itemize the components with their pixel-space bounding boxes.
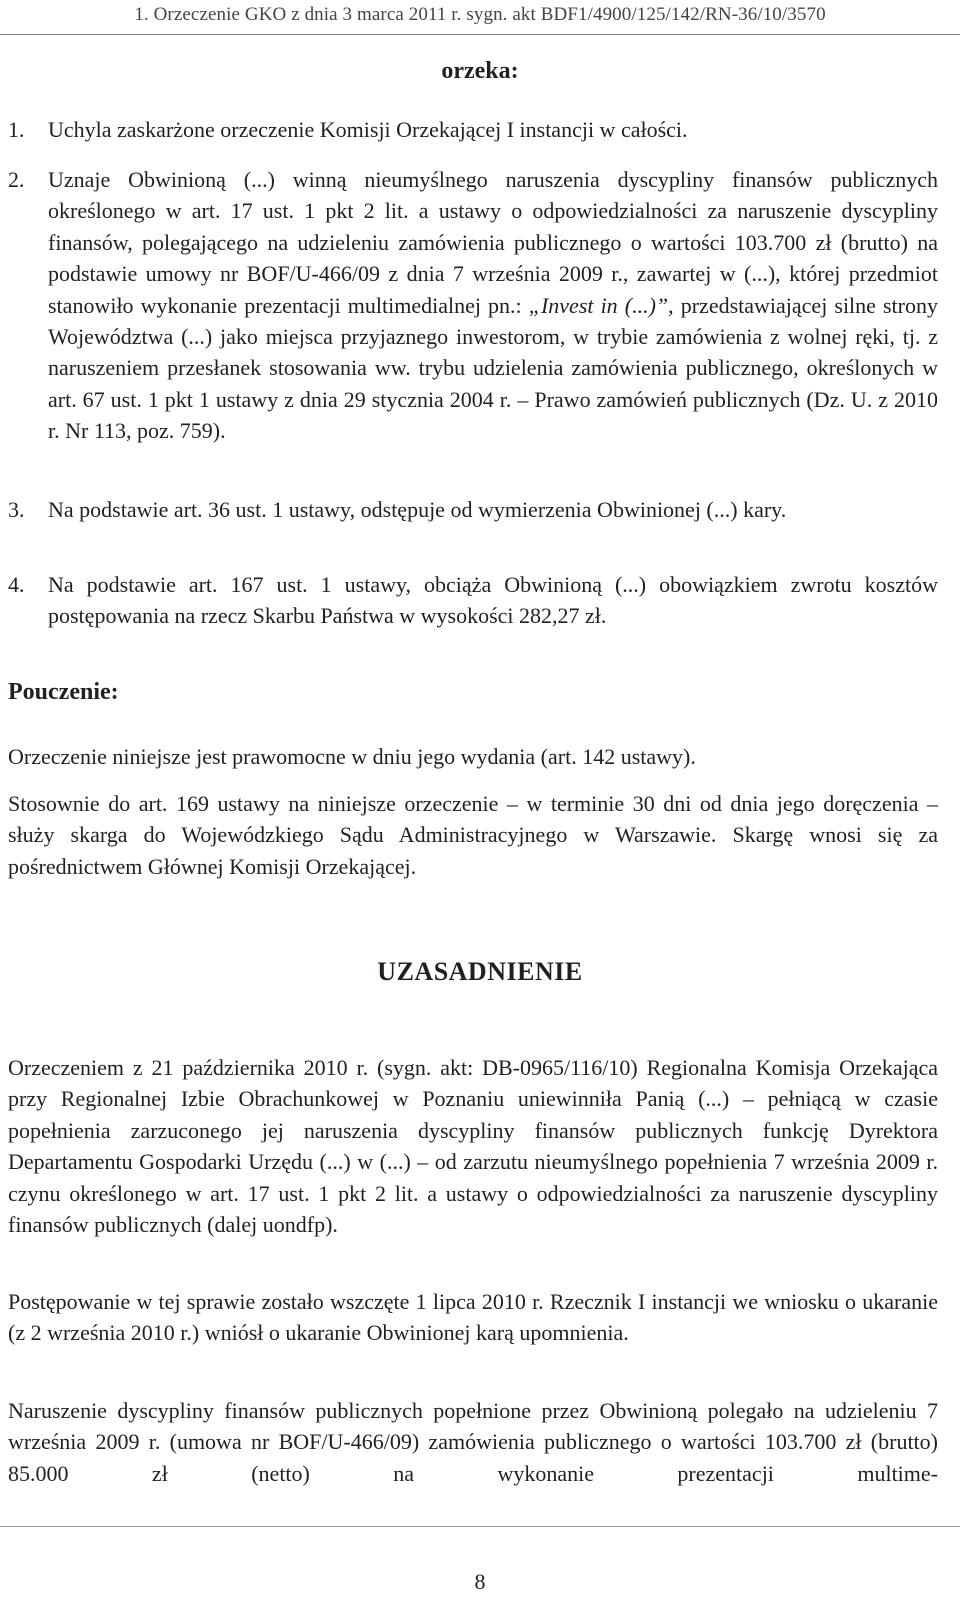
- item-text: Na podstawie art. 36 ust. 1 ustawy, odstępuje od wymierzenia Obwinionej (...) kary.: [48, 497, 787, 522]
- item-text-italic: „Invest in (...)”: [528, 292, 669, 318]
- justification-heading: UZASADNIENIE: [377, 957, 583, 986]
- verdict-label: orzeka:: [441, 58, 519, 84]
- item-text: Uchyla zaskarżone orzeczenie Komisji Orzekającej I instancji w całości.: [48, 117, 688, 142]
- item-number: 3.: [8, 497, 25, 522]
- item-text-part: , przedstawiającej silne strony Województwa (...) jako miejsca przyjaznego inwestorom, w trybie zamówienia z wolnej ręki, tj. z naruszeniem przesłanek stosowania ww. trybu udzielenia zamówienia publicznego, określonych w art. 67 ust. 1 pkt 1 ustawy z dnia 29 stycznia 2004 r. – Prawo zamówień publicznych (Dz. U. z 2010 r. Nr 113, poz. 759).: [48, 292, 938, 444]
- item-number: 2.: [8, 167, 25, 192]
- item-text-part: Uznaje Obwinioną (...) winną nieumyślnego naruszenia dyscypliny finansów publicznych określonego w art. 17 ust. 1 pkt 2 lit. a ustawy o odpowiedzialności za naruszenie dyscypliny finansów, polegającego na udzieleniu zamówienia publicznego o wartości 103.700 zł (brutto) na podstawie umowy nr BOF/U-466/09 z dnia 7 września 2009 r., zawartej w (...), której przedmiot stanowiło wykonanie prezentacji multimedialnej pn.:: [48, 167, 938, 318]
- justification-paragraph: Postępowanie w tej sprawie zostało wszczęte 1 lipca 2010 r. Rzecznik I instancji we wniosku o ukaranie (z 2 września 2010 r.) wniósł o ukaranie Obwinionej karą upomnienia.: [8, 1289, 938, 1346]
- footer-divider: [0, 1526, 960, 1527]
- justification-paragraph: Naruszenie dyscypliny finansów publicznych popełnione przez Obwinioną polegało na udzieleniu 7 września 2009 r. (umowa nr BOF/U-466/09) zamówienia publicznego o wartości 103.700 zł (brutto) 85.000 zł (netto) na wykonanie prezentacji multime-: [8, 1398, 938, 1486]
- header-divider: [0, 34, 960, 35]
- instruction-label: Pouczenie:: [8, 679, 119, 705]
- item-text: [48, 164, 938, 447]
- item-number: 4.: [8, 572, 25, 597]
- instruction-paragraph: Orzeczenie niniejsze jest prawomocne w dniu jego wydania (art. 142 ustawy).: [8, 744, 696, 769]
- running-header: 1. Orzeczenie GKO z dnia 3 marca 2011 r. sygn. akt BDF1/4900/125/142/RN-36/10/3570: [134, 4, 826, 25]
- item-text: Na podstawie art. 167 ust. 1 ustawy, obciąża Obwinioną (...) obowiązkiem zwrotu kosztów postępowania na rzecz Skarbu Państwa w wysokości 282,27 zł.: [48, 572, 938, 629]
- justification-paragraph: Orzeczeniem z 21 października 2010 r. (sygn. akt: DB-0965/116/10) Regionalna Komisja Orzekająca przy Regionalnej Izbie Obrachunkowej w Poznaniu uniewinniła Panią (...) – pełniącą w czasie popełnienia zarzuconego jej naruszenia dyscypliny finansów publicznych funkcję Dyrektora Departamentu Gospodarki Urzędu (...) w (...) – od zarzutu nieumyślnego popełnienia 7 września 2009 r. czynu określonego w art. 17 ust. 1 pkt 2 lit. a ustawy o odpowiedzialności za naruszenie dyscypliny finansów publicznych (dalej uondfp).: [8, 1055, 938, 1238]
- item-number: 1.: [8, 117, 25, 142]
- page-number: 8: [474, 1569, 486, 1594]
- instruction-paragraph: Stosownie do art. 169 ustawy na niniejsze orzeczenie – w terminie 30 dni od dnia jego doręczenia – służy skarga do Wojewódzkiego Sądu Administracyjnego w Warszawie. Skargę wnosi się za pośrednictwem Głównej Komisji Orzekającej.: [8, 791, 938, 879]
